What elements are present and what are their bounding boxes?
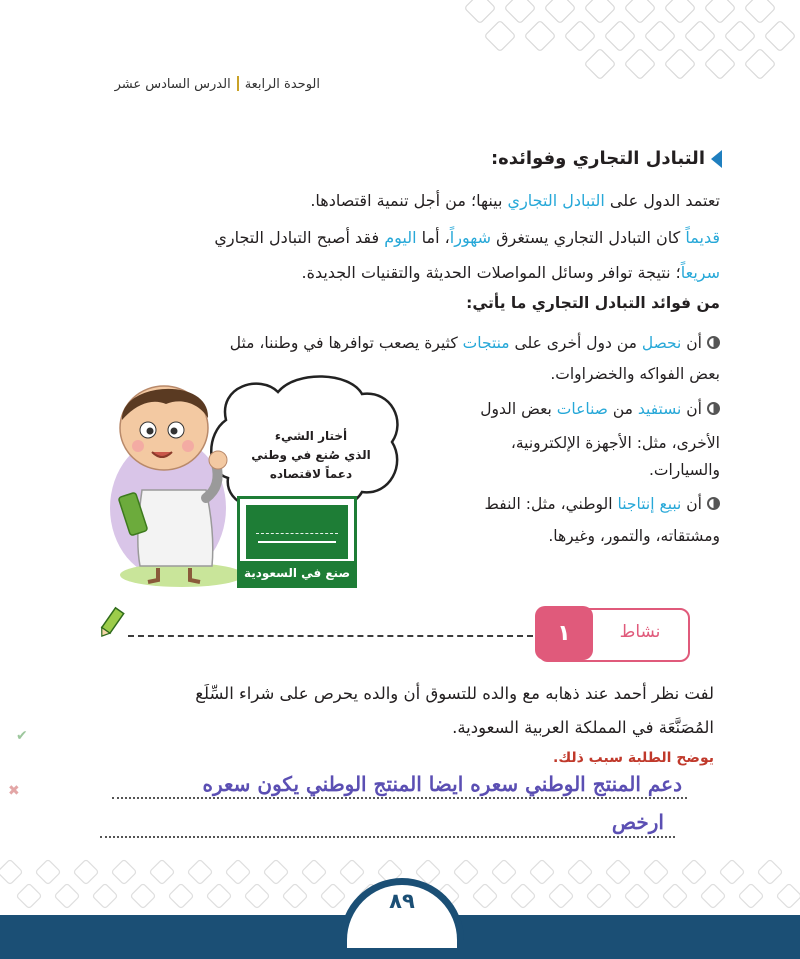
text-run: تعتمد الدول على xyxy=(604,191,720,210)
keyword-obtain: نحصل xyxy=(641,334,682,352)
benefit-item-1-cont: بعض الفواكه والخضراوات. xyxy=(550,365,720,383)
activity-text-2: المُصَنَّعَة في المملكة العربية السعودية. xyxy=(452,718,714,737)
bubble-line-3: دعماً لاقتصاده xyxy=(269,467,353,481)
flag-inscription xyxy=(256,517,338,534)
answer-line-2 xyxy=(100,836,675,838)
student-answer-1[interactable]: دعم المنتج الوطني سعره ايضا المنتج الوطني يكون سعره xyxy=(202,772,682,796)
triangle-bullet-icon xyxy=(711,150,722,168)
dashed-divider xyxy=(128,635,533,637)
pencil-icon xyxy=(94,606,128,640)
waving-hand xyxy=(209,451,227,469)
activity-label: نشاط xyxy=(619,622,661,642)
activity-number: ١ xyxy=(535,606,593,660)
section-title-text: التبادل التجاري وفوائده: xyxy=(490,148,705,169)
intro-line-3 xyxy=(70,254,720,291)
text-run: كان التبادل التجاري يستغرق xyxy=(490,228,686,247)
text-run: أن xyxy=(681,495,702,513)
bullet-icon xyxy=(707,497,720,510)
keyword-industries: صناعات xyxy=(556,400,608,418)
text-run: الوطني، مثل: النفط xyxy=(484,495,618,513)
keyword-past: قديماً xyxy=(685,228,720,247)
page-header xyxy=(60,76,320,92)
keyword-sell: نبيع إنتاجنا xyxy=(617,495,682,513)
benefit-item-1 xyxy=(70,328,720,359)
benefit-item-2-cont-1: الأخرى، مثل: الأجهزة الإلكترونية، xyxy=(510,434,720,452)
header-separator xyxy=(237,76,239,91)
page-number: ٨٩ xyxy=(389,889,415,913)
check-icon: ✔ xyxy=(16,728,28,744)
text-run: كثيرة يصعب توافرها في وطننا، مثل xyxy=(229,334,463,352)
boy-thobe xyxy=(138,490,213,566)
text-run: بعض الدول xyxy=(480,400,557,418)
student-answer-2[interactable]: ارخص xyxy=(611,810,664,834)
bubble-text xyxy=(226,427,396,484)
benefits-heading: من فوائد التبادل التجاري ما يأتي: xyxy=(466,294,720,312)
text-run: ؛ نتيجة توافر وسائل المواصلات الحديثة والتقنيات الجديدة. xyxy=(301,263,681,282)
saudi-flag-icon xyxy=(246,505,348,559)
badge-caption: صنع في السعودية xyxy=(240,561,354,585)
keyword-fast: سريعاً xyxy=(680,263,720,282)
made-in-saudi-badge xyxy=(237,496,357,588)
intro-line-2 xyxy=(70,219,720,256)
bubble-line-2: الذي صُنع في وطني xyxy=(251,448,371,462)
text-run: من دول أخرى على xyxy=(509,334,642,352)
section-title xyxy=(491,148,722,169)
text-run: أن xyxy=(681,334,702,352)
keyword-benefit: نستفيد xyxy=(637,400,682,418)
keyword-products: منتجات xyxy=(462,334,510,352)
text-run: أن xyxy=(681,400,702,418)
benefit-item-3 xyxy=(400,489,720,520)
page-number-tab xyxy=(340,878,464,948)
header-lesson: الدرس السادس عشر xyxy=(114,77,231,92)
header-unit: الوحدة الرابعة xyxy=(244,77,320,92)
activity-text-1: لفت نظر أحمد عند ذهابه مع والده للتسوق أن والده يحرص على شراء السِّلَع xyxy=(195,684,714,703)
text-run: فقد أصبح التبادل التجاري xyxy=(214,228,385,247)
intro-line-1 xyxy=(70,182,720,219)
bullet-icon xyxy=(707,402,720,415)
bullet-icon xyxy=(707,336,720,349)
answer-line-1 xyxy=(112,797,687,799)
flag-sword-icon xyxy=(258,541,336,543)
text-run: بينها؛ من أجل تنمية اقتصادها. xyxy=(310,191,508,210)
cross-icon: ✖ xyxy=(8,783,20,799)
keyword-months: شهوراً xyxy=(449,228,491,247)
text-run: ، أما xyxy=(416,228,450,247)
activity-prompt: يوضح الطلبة سبب ذلك. xyxy=(553,750,714,766)
keyword-trade-exchange: التبادل التجاري xyxy=(507,191,605,210)
bubble-line-1: أختار الشيء xyxy=(274,429,348,443)
benefit-item-2 xyxy=(400,394,720,425)
benefit-item-2-cont-2: والسيارات. xyxy=(648,461,720,479)
keyword-today: اليوم xyxy=(384,228,417,247)
text-run: من xyxy=(607,400,638,418)
benefit-item-3-cont: ومشتقاته، والتمور، وغيرها. xyxy=(548,527,720,545)
